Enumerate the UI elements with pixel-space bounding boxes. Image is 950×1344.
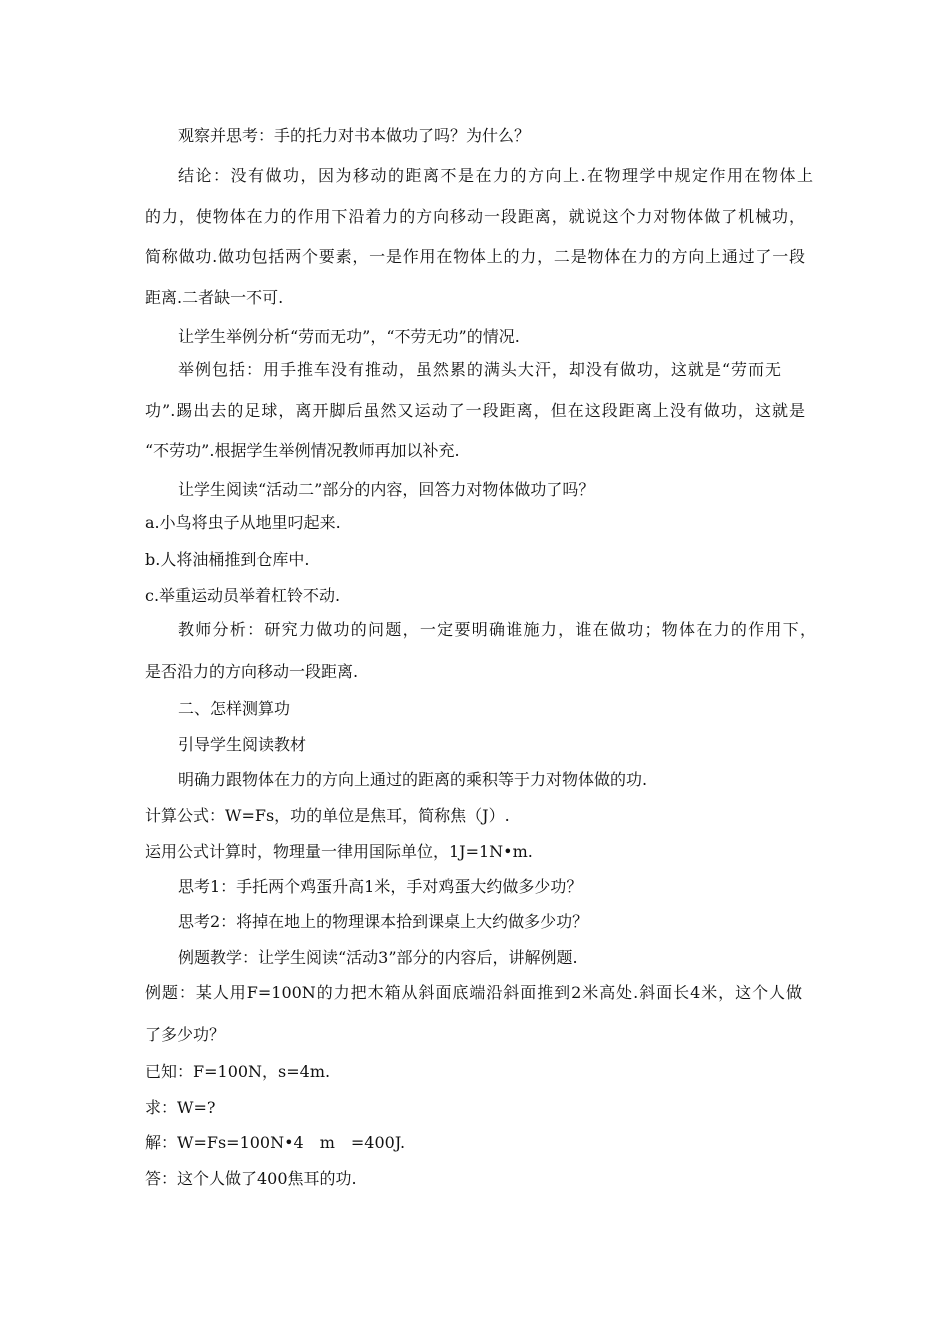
examples-line-1: 举例包括：用手推车没有推动，虽然累的满头大汗，却没有做功，这就是“劳而无 xyxy=(178,360,781,379)
example-teaching: 例题教学：让学生阅读“活动3”部分的内容后，讲解例题. xyxy=(178,948,578,967)
answer-line: 答：这个人做了400焦耳的功. xyxy=(145,1169,357,1188)
conclusion-line-4: 距离.二者缺一不可. xyxy=(145,288,284,307)
think-1: 思考1：手托两个鸡蛋升高1米，手对鸡蛋大约做多少功？ xyxy=(178,877,583,896)
example-prompt: 让学生举例分析“劳而无功”，“不劳无功”的情况. xyxy=(178,327,520,346)
conclusion-line-2: 的力，使物体在力的作用下沿着力的方向移动一段距离，就说这个力对物体做了机械功， xyxy=(145,207,805,226)
item-b: b.人将油桶推到仓库中. xyxy=(145,550,310,569)
activity-two-prompt: 让学生阅读“活动二”部分的内容，回答力对物体做功了吗？ xyxy=(178,480,595,499)
think-2: 思考2：将掉在地上的物理课本拾到课桌上大约做多少功？ xyxy=(178,912,589,931)
work-definition: 明确力跟物体在力的方向上通过的距离的乘积等于力对物体做的功. xyxy=(178,770,648,789)
find-line: 求：W=? xyxy=(145,1098,216,1117)
conclusion-line-3: 简称做功.做功包括两个要素，一是作用在物体上的力，二是物体在力的方向上通过了一段 xyxy=(145,247,805,266)
teacher-analysis-line-1: 教师分析：研究力做功的问题，一定要明确谁施力，谁在做功；物体在力的作用下， xyxy=(178,620,816,639)
given-line: 已知：F=100N，s=4m. xyxy=(145,1062,331,1081)
examples-line-3: “不劳功”.根据学生举例情况教师再加以补充. xyxy=(145,441,460,460)
observe-question: 观察并思考：手的托力对书本做功了吗？为什么？ xyxy=(178,126,531,145)
item-c: c.举重运动员举着杠铃不动. xyxy=(145,586,341,605)
conclusion-line-1: 结论：没有做功，因为移动的距离不是在力的方向上.在物理学中规定作用在物体上 xyxy=(178,166,813,185)
section-heading: 二、怎样测算功 xyxy=(178,699,291,718)
guide-reading: 引导学生阅读教材 xyxy=(178,735,307,754)
units-line: 运用公式计算时，物理量一律用国际单位，1J=1N•m. xyxy=(145,842,533,861)
solution-line: 解：W=Fs=100N•4 m =400J. xyxy=(145,1133,406,1152)
examples-line-2: 功”.踢出去的足球，离开脚后虽然又运动了一段距离，但在这段距离上没有做功，这就是 xyxy=(145,401,805,420)
example-problem-line-2: 了多少功？ xyxy=(145,1025,226,1044)
example-problem-line-1: 例题：某人用F=100N的力把木箱从斜面底端沿斜面推到2米高处.斜面长4米，这个人做 xyxy=(145,983,802,1002)
formula-line: 计算公式：W=Fs，功的单位是焦耳，简称焦（J）. xyxy=(145,806,510,825)
item-a: a.小鸟将虫子从地里叼起来. xyxy=(145,513,341,532)
teacher-analysis-line-2: 是否沿力的方向移动一段距离. xyxy=(145,662,359,681)
